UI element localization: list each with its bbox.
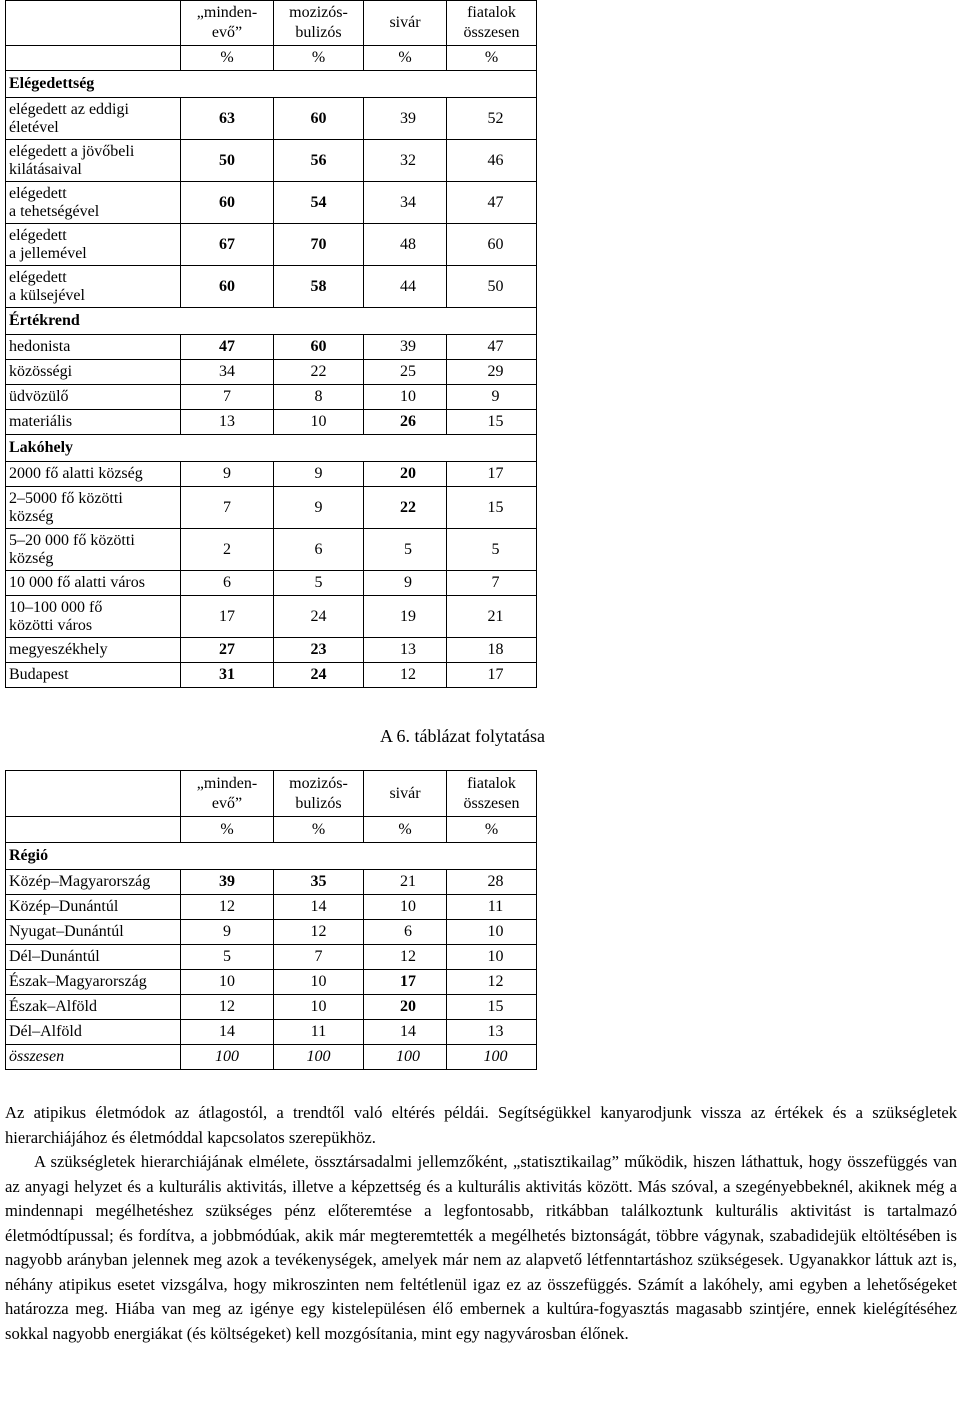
unit-label: %: [364, 46, 447, 71]
value-cell: 15: [447, 995, 537, 1020]
value-cell: 20: [364, 995, 447, 1020]
table-row: [6, 385, 537, 410]
units-row: [6, 817, 537, 843]
value-cell: 14: [364, 1020, 447, 1045]
table-row: [6, 266, 537, 308]
value-cell: 9: [364, 571, 447, 596]
value-cell: 29: [447, 360, 537, 385]
table-row: [6, 970, 537, 995]
value-cell: 20: [364, 462, 447, 487]
value-cell: 15: [447, 487, 537, 529]
row-label: Észak–Alföld: [6, 995, 181, 1020]
value-cell: 54: [274, 182, 364, 224]
row-label: Észak–Magyarország: [6, 970, 181, 995]
header-row: [6, 1, 537, 46]
table-row: [6, 98, 537, 140]
value-cell: 35: [274, 870, 364, 895]
total-value: 100: [447, 1045, 537, 1070]
table-row: [6, 895, 537, 920]
row-label: Közép–Magyarország: [6, 870, 181, 895]
header-blank-cell: [6, 771, 181, 817]
table-row: [6, 638, 537, 663]
table-row: [6, 995, 537, 1020]
row-label: 2000 fő alatti község: [6, 462, 181, 487]
value-cell: 47: [181, 335, 274, 360]
column-header: mozizós- bulizós: [274, 1, 364, 46]
value-cell: 28: [447, 870, 537, 895]
table-row: [6, 870, 537, 895]
value-cell: 10: [364, 385, 447, 410]
value-cell: 52: [447, 98, 537, 140]
row-label: elégedett a jellemével: [6, 224, 181, 266]
value-cell: 47: [447, 335, 537, 360]
section-title: Régió: [6, 843, 537, 870]
value-cell: 50: [447, 266, 537, 308]
column-header: mozizós- bulizós: [274, 771, 364, 817]
body-text: [5, 1101, 957, 1346]
value-cell: 10: [364, 895, 447, 920]
row-label: materiális: [6, 410, 181, 435]
table-row: [6, 920, 537, 945]
value-cell: 48: [364, 224, 447, 266]
value-cell: 24: [274, 663, 364, 688]
value-cell: 22: [364, 487, 447, 529]
unit-label: %: [447, 46, 537, 71]
table-row: [6, 410, 537, 435]
unit-label: %: [274, 817, 364, 843]
section-title: Értékrend: [6, 308, 537, 335]
row-label: üdvözülő: [6, 385, 181, 410]
table-row: [6, 596, 537, 638]
column-header: „minden- evő”: [181, 1, 274, 46]
value-cell: 21: [364, 870, 447, 895]
value-cell: 22: [274, 360, 364, 385]
value-cell: 56: [274, 140, 364, 182]
value-cell: 6: [181, 571, 274, 596]
row-label: 10 000 fő alatti város: [6, 571, 181, 596]
value-cell: 60: [181, 266, 274, 308]
row-label: hedonista: [6, 335, 181, 360]
row-label: megyeszékhely: [6, 638, 181, 663]
table-row: [6, 663, 537, 688]
value-cell: 46: [447, 140, 537, 182]
row-label: 10–100 000 fő közötti város: [6, 596, 181, 638]
paragraph-hierarchy: A szükségletek hierarchiájának elmélete, össztársadalmi jellemzőként, „statisztikailag” működik, hiszen láthattuk, hogy összefüggés van az anyagi helyzet és a kulturális aktivitás, illetve a képzettség és a kulturális aktivitás között. Más szóval, a szegényebbeknél, akiknek még a mindennapi megélhetéshez szükséges pénz előteremtése a legfontosabb, ritkábban találkoztunk kulturális aktivitást is tartalmazó életmódtípussal; és fordítva, a jobbmódúak, akik már megteremtették a megélhetés biztonságát, többre vágynak, szabadidejük eltöltésében is nagyobb arányban jelennek meg azok a tevékenységek, amelyek már nem az alapvető létfenntartáshoz szükségesek. Ugyanakkor láttuk azt is, néhány atipikus esetet vizsgálva, hogy mikroszinten nem feltétlenül igaz ez az összefüggés. Számít a lakóhely, ami egyben a lehetőségeket határozza meg. Hiába van meg az igénye egy kistelepülésen élő embernek a kultúra-fogyasztás magasabb szintjére, ennek kielégítéséhez sokkal nagyobb energiákat (és költségeket) kell mozgósítania, mint egy nagyvárosban élőnek.: [5, 1152, 957, 1343]
value-cell: 12: [447, 970, 537, 995]
table-row: [6, 182, 537, 224]
value-cell: 12: [181, 995, 274, 1020]
value-cell: 12: [181, 895, 274, 920]
value-cell: 13: [181, 410, 274, 435]
value-cell: 12: [364, 945, 447, 970]
value-cell: 2: [181, 529, 274, 571]
section-row: [6, 71, 537, 98]
section-row: [6, 308, 537, 335]
value-cell: 31: [181, 663, 274, 688]
value-cell: 34: [364, 182, 447, 224]
value-cell: 17: [364, 970, 447, 995]
units-row: [6, 46, 537, 71]
value-cell: 13: [447, 1020, 537, 1045]
value-cell: 63: [181, 98, 274, 140]
total-row: [6, 1045, 537, 1070]
value-cell: 11: [447, 895, 537, 920]
value-cell: 17: [181, 596, 274, 638]
value-cell: 39: [364, 98, 447, 140]
table-row: [6, 1020, 537, 1045]
row-label: 5–20 000 fő közötti község: [6, 529, 181, 571]
header-blank-cell: [6, 1, 181, 46]
value-cell: 7: [181, 385, 274, 410]
table-atypical-lifestyles: [5, 0, 537, 688]
total-value: 100: [181, 1045, 274, 1070]
value-cell: 32: [364, 140, 447, 182]
value-cell: 5: [447, 529, 537, 571]
value-cell: 17: [447, 462, 537, 487]
section-row: [6, 843, 537, 870]
table-row: [6, 529, 537, 571]
table-row: [6, 487, 537, 529]
table-row: [6, 335, 537, 360]
unit-label: %: [274, 46, 364, 71]
value-cell: 10: [274, 410, 364, 435]
value-cell: 34: [181, 360, 274, 385]
value-cell: 6: [274, 529, 364, 571]
value-cell: 9: [274, 462, 364, 487]
value-cell: 7: [447, 571, 537, 596]
total-label: összesen: [6, 1045, 181, 1070]
column-header: fiatalok összesen: [447, 771, 537, 817]
value-cell: 10: [447, 945, 537, 970]
row-label: Budapest: [6, 663, 181, 688]
section-row: [6, 435, 537, 462]
value-cell: 17: [447, 663, 537, 688]
table-continuation-caption: A 6. táblázat folytatása: [380, 726, 545, 746]
value-cell: 8: [274, 385, 364, 410]
value-cell: 14: [181, 1020, 274, 1045]
row-label: Dél–Alföld: [6, 1020, 181, 1045]
value-cell: 10: [181, 970, 274, 995]
table-row: [6, 360, 537, 385]
value-cell: 13: [364, 638, 447, 663]
value-cell: 21: [447, 596, 537, 638]
value-cell: 9: [181, 920, 274, 945]
unit-label: %: [181, 817, 274, 843]
value-cell: 50: [181, 140, 274, 182]
value-cell: 6: [364, 920, 447, 945]
unit-label: %: [181, 46, 274, 71]
row-label: Nyugat–Dunántúl: [6, 920, 181, 945]
table-row: [6, 224, 537, 266]
value-cell: 5: [181, 945, 274, 970]
table-row: [6, 462, 537, 487]
value-cell: 19: [364, 596, 447, 638]
value-cell: 60: [274, 335, 364, 360]
value-cell: 9: [274, 487, 364, 529]
units-blank-cell: [6, 46, 181, 71]
header-row: [6, 771, 537, 817]
unit-label: %: [447, 817, 537, 843]
value-cell: 9: [447, 385, 537, 410]
row-label: elégedett a tehetségével: [6, 182, 181, 224]
value-cell: 24: [274, 596, 364, 638]
value-cell: 39: [181, 870, 274, 895]
value-cell: 39: [364, 335, 447, 360]
value-cell: 5: [274, 571, 364, 596]
value-cell: 70: [274, 224, 364, 266]
total-value: 100: [364, 1045, 447, 1070]
paragraph-intro: Az atipikus életmódok az átlagostól, a trendtől való eltérés példái. Segítségükkel kanyarodjunk vissza az értékek és a szükségletek hierarchiájához és életmóddal kapcsolatos szerepükhöz.: [5, 1103, 957, 1147]
value-cell: 5: [364, 529, 447, 571]
value-cell: 15: [447, 410, 537, 435]
column-header: „minden- evő”: [181, 771, 274, 817]
row-label: elégedett a jövőbeli kilátásaival: [6, 140, 181, 182]
value-cell: 60: [181, 182, 274, 224]
value-cell: 23: [274, 638, 364, 663]
row-label: Közép–Dunántúl: [6, 895, 181, 920]
value-cell: 10: [447, 920, 537, 945]
value-cell: 9: [181, 462, 274, 487]
row-label: elégedett a külsejével: [6, 266, 181, 308]
value-cell: 7: [274, 945, 364, 970]
value-cell: 12: [364, 663, 447, 688]
value-cell: 12: [274, 920, 364, 945]
column-header: sivár: [364, 771, 447, 817]
value-cell: 10: [274, 970, 364, 995]
value-cell: 58: [274, 266, 364, 308]
table-row: [6, 945, 537, 970]
section-title: Elégedettség: [6, 71, 537, 98]
value-cell: 47: [447, 182, 537, 224]
column-header: sivár: [364, 1, 447, 46]
total-value: 100: [274, 1045, 364, 1070]
table-atypical-lifestyles-continued: [5, 770, 537, 1070]
value-cell: 44: [364, 266, 447, 308]
value-cell: 60: [447, 224, 537, 266]
value-cell: 10: [274, 995, 364, 1020]
row-label: elégedett az eddigi életével: [6, 98, 181, 140]
value-cell: 14: [274, 895, 364, 920]
row-label: Dél–Dunántúl: [6, 945, 181, 970]
row-label: közösségi: [6, 360, 181, 385]
value-cell: 18: [447, 638, 537, 663]
column-header: fiatalok összesen: [447, 1, 537, 46]
unit-label: %: [364, 817, 447, 843]
table-row: [6, 140, 537, 182]
value-cell: 60: [274, 98, 364, 140]
section-title: Lakóhely: [6, 435, 537, 462]
value-cell: 26: [364, 410, 447, 435]
units-blank-cell: [6, 817, 181, 843]
table-row: [6, 571, 537, 596]
value-cell: 7: [181, 487, 274, 529]
value-cell: 11: [274, 1020, 364, 1045]
row-label: 2–5000 fő közötti község: [6, 487, 181, 529]
value-cell: 27: [181, 638, 274, 663]
value-cell: 67: [181, 224, 274, 266]
value-cell: 25: [364, 360, 447, 385]
